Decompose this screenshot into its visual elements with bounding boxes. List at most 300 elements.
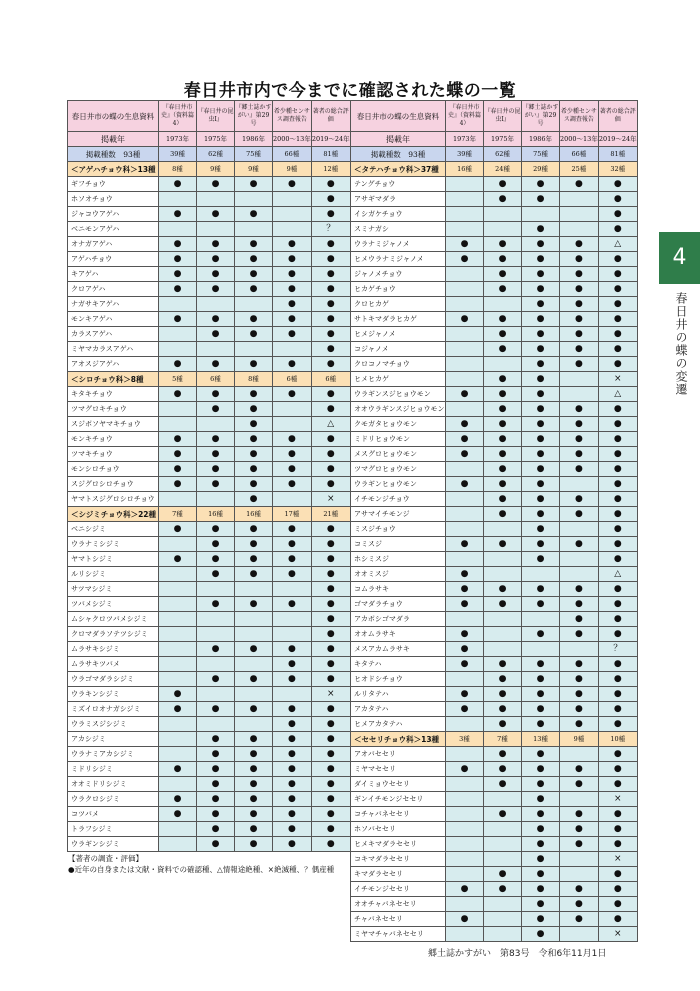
- record-cell: ●: [522, 507, 560, 522]
- record-cell: ●: [446, 687, 484, 702]
- record-cell: ●: [273, 732, 312, 747]
- species-name: アカシジミ: [68, 732, 159, 747]
- record-cell: ●: [560, 252, 599, 267]
- record-cell: [159, 672, 197, 687]
- record-cell: [484, 222, 522, 237]
- record-cell: ●: [273, 762, 312, 777]
- species-name: ツマグロキチョウ: [68, 402, 159, 417]
- record-cell: [273, 207, 312, 222]
- record-cell: ●: [484, 312, 522, 327]
- species-name: ウラゴマダラシジミ: [68, 672, 159, 687]
- record-cell: ●: [560, 177, 599, 192]
- record-cell: ●: [598, 342, 637, 357]
- record-cell: [235, 627, 273, 642]
- family-count-cell: 6種: [273, 372, 312, 387]
- family-count-cell: 9種: [197, 162, 235, 177]
- record-cell: ●: [311, 702, 350, 717]
- species-name: オナガアゲハ: [68, 237, 159, 252]
- species-row: [68, 702, 351, 717]
- species-row: [351, 492, 638, 507]
- record-cell: [560, 552, 599, 567]
- species-row: [351, 297, 638, 312]
- record-cell: ？: [598, 642, 637, 657]
- record-cell: ●: [484, 597, 522, 612]
- species-row: [351, 282, 638, 297]
- record-cell: ●: [446, 657, 484, 672]
- count-cell: 39種: [159, 147, 197, 162]
- record-cell: ●: [197, 282, 235, 297]
- record-cell: △: [311, 417, 350, 432]
- record-cell: ●: [446, 237, 484, 252]
- family-count-cell: 16種: [197, 507, 235, 522]
- record-cell: ●: [446, 912, 484, 927]
- species-name: ベニシジミ: [68, 522, 159, 537]
- record-cell: ●: [235, 177, 273, 192]
- record-cell: ●: [235, 252, 273, 267]
- page-title: 春日井市内で今までに確認された蝶の一覧: [183, 81, 517, 101]
- record-cell: [273, 417, 312, 432]
- record-cell: ●: [311, 357, 350, 372]
- record-cell: ●: [560, 537, 599, 552]
- record-cell: [484, 567, 522, 582]
- record-cell: ●: [598, 252, 637, 267]
- record-cell: ●: [273, 792, 312, 807]
- record-cell: ●: [235, 267, 273, 282]
- record-cell: [197, 417, 235, 432]
- species-name: ジャノメチョウ: [351, 267, 446, 282]
- record-cell: ●: [311, 657, 350, 672]
- record-cell: [159, 612, 197, 627]
- species-row: [68, 327, 351, 342]
- species-name: ゴマダラチョウ: [351, 597, 446, 612]
- species-name: ホソバセセリ: [351, 822, 446, 837]
- species-row: [351, 207, 638, 222]
- year-cell: 1986年: [235, 132, 273, 147]
- record-cell: ●: [273, 597, 312, 612]
- species-name: オオチャバネセセリ: [351, 897, 446, 912]
- record-cell: ●: [197, 387, 235, 402]
- species-name: キアゲハ: [68, 267, 159, 282]
- record-cell: [273, 192, 312, 207]
- record-cell: ●: [598, 777, 637, 792]
- year-cell: 1986年: [522, 132, 560, 147]
- species-name: ヒメジャノメ: [351, 327, 446, 342]
- record-cell: ●: [235, 432, 273, 447]
- record-cell: ●: [484, 717, 522, 732]
- family-count-cell: 21種: [311, 507, 350, 522]
- family-row: [351, 162, 638, 177]
- record-cell: ●: [560, 672, 599, 687]
- record-cell: ●: [197, 552, 235, 567]
- record-cell: ●: [311, 237, 350, 252]
- species-name: ヒカゲチョウ: [351, 282, 446, 297]
- record-cell: ●: [598, 867, 637, 882]
- record-cell: ●: [446, 642, 484, 657]
- record-cell: ●: [484, 267, 522, 282]
- record-cell: ●: [598, 507, 637, 522]
- species-row: [351, 897, 638, 912]
- record-cell: ●: [159, 552, 197, 567]
- record-cell: [197, 222, 235, 237]
- record-cell: ●: [311, 807, 350, 822]
- species-name: キマダラセセリ: [351, 867, 446, 882]
- species-row: [351, 717, 638, 732]
- record-cell: ●: [560, 882, 599, 897]
- record-cell: ●: [235, 792, 273, 807]
- record-cell: [159, 777, 197, 792]
- record-cell: ●: [273, 252, 312, 267]
- record-cell: [446, 552, 484, 567]
- record-cell: [159, 642, 197, 657]
- family-count-cell: 13種: [522, 732, 560, 747]
- species-name: ウラナミジャノメ: [351, 237, 446, 252]
- record-cell: ●: [235, 807, 273, 822]
- record-cell: [484, 792, 522, 807]
- species-row: [351, 567, 638, 582]
- species-row: [68, 567, 351, 582]
- record-cell: [446, 867, 484, 882]
- record-cell: ●: [235, 492, 273, 507]
- record-cell: ●: [522, 282, 560, 297]
- legend-heading: 【著者の調査・評価】: [68, 854, 143, 863]
- record-cell: △: [598, 567, 637, 582]
- record-cell: ●: [446, 417, 484, 432]
- record-cell: ●: [311, 762, 350, 777]
- record-cell: ●: [197, 402, 235, 417]
- record-cell: ●: [197, 837, 235, 852]
- record-cell: ●: [235, 597, 273, 612]
- record-cell: [484, 207, 522, 222]
- record-cell: ●: [484, 237, 522, 252]
- species-row: [351, 657, 638, 672]
- record-cell: ●: [197, 702, 235, 717]
- family-row: [68, 162, 351, 177]
- record-cell: ●: [560, 807, 599, 822]
- species-row: [351, 807, 638, 822]
- record-cell: ×: [598, 372, 637, 387]
- record-cell: ●: [197, 477, 235, 492]
- species-name: オオミドリシジミ: [68, 777, 159, 792]
- species-name: コジャノメ: [351, 342, 446, 357]
- species-row: [68, 732, 351, 747]
- species-name: ツバメシジミ: [68, 597, 159, 612]
- record-cell: [446, 522, 484, 537]
- record-cell: ●: [197, 522, 235, 537]
- species-name: スジボソヤマキチョウ: [68, 417, 159, 432]
- record-cell: [159, 627, 197, 642]
- record-cell: [159, 837, 197, 852]
- record-cell: [159, 402, 197, 417]
- record-cell: [159, 537, 197, 552]
- species-row: [351, 432, 638, 447]
- record-cell: ●: [197, 207, 235, 222]
- species-name: コチャバネセセリ: [351, 807, 446, 822]
- species-row: [68, 807, 351, 822]
- species-name: ヤマトスジグロシロチョウ: [68, 492, 159, 507]
- record-cell: ●: [273, 567, 312, 582]
- record-cell: [484, 822, 522, 837]
- record-cell: ●: [522, 627, 560, 642]
- family-row: [351, 732, 638, 747]
- record-cell: ●: [311, 327, 350, 342]
- count-label-cell: 掲載種数 93種: [68, 147, 159, 162]
- record-cell: ●: [446, 312, 484, 327]
- count-cell: 81種: [598, 147, 637, 162]
- butterfly-table-left: [67, 100, 351, 852]
- species-row: [68, 297, 351, 312]
- record-cell: [159, 582, 197, 597]
- record-cell: [273, 627, 312, 642]
- record-cell: ●: [522, 297, 560, 312]
- record-cell: [159, 717, 197, 732]
- species-row: [351, 237, 638, 252]
- record-cell: ●: [235, 522, 273, 537]
- family-count-cell: 17種: [273, 507, 312, 522]
- family-count-cell: 8種: [235, 372, 273, 387]
- year-label-cell: 掲載年: [351, 132, 446, 147]
- species-row: [351, 447, 638, 462]
- record-cell: [484, 912, 522, 927]
- record-cell: ●: [522, 657, 560, 672]
- record-cell: [446, 837, 484, 852]
- record-cell: [560, 792, 599, 807]
- record-cell: ●: [197, 567, 235, 582]
- record-cell: ●: [598, 357, 637, 372]
- species-name: オオウラギンスジヒョウモン: [351, 402, 446, 417]
- count-cell: 66種: [560, 147, 599, 162]
- record-cell: ●: [235, 777, 273, 792]
- record-cell: ●: [598, 282, 637, 297]
- species-row: [68, 462, 351, 477]
- record-cell: ●: [560, 612, 599, 627]
- record-cell: ●: [235, 312, 273, 327]
- record-cell: ●: [159, 267, 197, 282]
- record-cell: ●: [522, 462, 560, 477]
- record-cell: ●: [484, 507, 522, 522]
- record-cell: ●: [311, 192, 350, 207]
- record-cell: [235, 612, 273, 627]
- record-cell: ●: [522, 222, 560, 237]
- record-cell: [273, 687, 312, 702]
- record-cell: ●: [311, 672, 350, 687]
- species-row: [351, 792, 638, 807]
- species-name: ルリタテハ: [351, 687, 446, 702]
- species-name: アサギマダラ: [351, 192, 446, 207]
- family-count-cell: 9種: [560, 732, 599, 747]
- header-row-counts: [351, 147, 638, 162]
- chapter-side-label: 春日井の蝶の変遷: [674, 292, 688, 396]
- record-cell: ●: [197, 597, 235, 612]
- record-cell: ●: [598, 822, 637, 837]
- record-cell: ●: [159, 177, 197, 192]
- record-cell: [446, 177, 484, 192]
- butterfly-table-right: [350, 100, 638, 942]
- header-source-cell: 著者の総合評価: [598, 101, 637, 132]
- record-cell: [197, 687, 235, 702]
- species-name: ムラサキシジミ: [68, 642, 159, 657]
- record-cell: [197, 192, 235, 207]
- species-row: [68, 777, 351, 792]
- record-cell: [159, 297, 197, 312]
- species-row: [68, 252, 351, 267]
- record-cell: ●: [273, 642, 312, 657]
- year-cell: 1973年: [446, 132, 484, 147]
- record-cell: ●: [197, 807, 235, 822]
- record-cell: ●: [484, 447, 522, 462]
- record-cell: ●: [197, 537, 235, 552]
- species-row: [351, 672, 638, 687]
- record-cell: ●: [484, 177, 522, 192]
- record-cell: ●: [197, 762, 235, 777]
- record-cell: ●: [446, 387, 484, 402]
- record-cell: ●: [197, 312, 235, 327]
- species-row: [351, 612, 638, 627]
- record-cell: ●: [560, 582, 599, 597]
- species-row: [351, 462, 638, 477]
- family-count-cell: 25種: [560, 162, 599, 177]
- species-name: ウラクロシジミ: [68, 792, 159, 807]
- record-cell: [522, 567, 560, 582]
- record-cell: ●: [598, 837, 637, 852]
- record-cell: ●: [598, 762, 637, 777]
- record-cell: ●: [159, 477, 197, 492]
- record-cell: ●: [273, 462, 312, 477]
- species-name: ホシミスジ: [351, 552, 446, 567]
- family-count-cell: 8種: [159, 162, 197, 177]
- record-cell: ●: [311, 342, 350, 357]
- record-cell: ●: [235, 837, 273, 852]
- species-name: モンキアゲハ: [68, 312, 159, 327]
- record-cell: [560, 567, 599, 582]
- record-cell: ●: [273, 537, 312, 552]
- record-cell: ●: [522, 417, 560, 432]
- species-row: [68, 657, 351, 672]
- record-cell: ●: [446, 537, 484, 552]
- record-cell: ●: [522, 927, 560, 942]
- record-cell: ●: [273, 387, 312, 402]
- record-cell: [446, 927, 484, 942]
- record-cell: ●: [522, 672, 560, 687]
- record-cell: [446, 822, 484, 837]
- family-count-cell: 9種: [235, 162, 273, 177]
- species-row: [351, 927, 638, 942]
- record-cell: [159, 822, 197, 837]
- record-cell: ●: [311, 717, 350, 732]
- species-name: アカタテハ: [351, 702, 446, 717]
- species-name: ナガサキアゲハ: [68, 297, 159, 312]
- record-cell: ●: [311, 597, 350, 612]
- family-name: ＜シジミチョウ科＞22種: [68, 507, 159, 522]
- family-count-cell: 12種: [311, 162, 350, 177]
- family-name: ＜セセリチョウ科＞13種: [351, 732, 446, 747]
- count-cell: 39種: [446, 147, 484, 162]
- species-row: [351, 867, 638, 882]
- species-row: [351, 777, 638, 792]
- record-cell: ●: [560, 507, 599, 522]
- species-row: [351, 747, 638, 762]
- record-cell: [273, 612, 312, 627]
- species-name: ウラナミアカシジミ: [68, 747, 159, 762]
- record-cell: [446, 282, 484, 297]
- record-cell: [446, 672, 484, 687]
- record-cell: ●: [522, 597, 560, 612]
- species-name: イシガケチョウ: [351, 207, 446, 222]
- record-cell: [197, 657, 235, 672]
- record-cell: ●: [197, 252, 235, 267]
- record-cell: ●: [311, 582, 350, 597]
- species-name: スミナガシ: [351, 222, 446, 237]
- record-cell: [159, 732, 197, 747]
- species-row: [68, 312, 351, 327]
- record-cell: ●: [311, 402, 350, 417]
- record-cell: ●: [598, 267, 637, 282]
- record-cell: [560, 477, 599, 492]
- record-cell: △: [598, 237, 637, 252]
- record-cell: ●: [484, 282, 522, 297]
- species-row: [68, 717, 351, 732]
- species-row: [68, 537, 351, 552]
- year-cell: 2000～13年: [273, 132, 312, 147]
- record-cell: [197, 717, 235, 732]
- record-cell: ●: [311, 627, 350, 642]
- species-row: [68, 192, 351, 207]
- record-cell: ●: [522, 522, 560, 537]
- record-cell: ●: [235, 747, 273, 762]
- record-cell: ●: [522, 582, 560, 597]
- record-cell: [197, 582, 235, 597]
- record-cell: ●: [484, 807, 522, 822]
- record-cell: ●: [560, 282, 599, 297]
- species-name: サトキマダラヒカゲ: [351, 312, 446, 327]
- record-cell: [446, 342, 484, 357]
- header-name-cell: 春日井市の蝶の生息資料: [68, 101, 159, 132]
- header-row-years: [351, 132, 638, 147]
- species-name: ギンイチモンジセセリ: [351, 792, 446, 807]
- family-count-cell: 6種: [311, 372, 350, 387]
- record-cell: ●: [522, 717, 560, 732]
- header-row-sources: [68, 101, 351, 132]
- record-cell: ●: [235, 567, 273, 582]
- record-cell: ●: [311, 552, 350, 567]
- record-cell: ●: [273, 522, 312, 537]
- species-name: カラスアゲハ: [68, 327, 159, 342]
- species-row: [351, 627, 638, 642]
- record-cell: ●: [522, 747, 560, 762]
- record-cell: ●: [311, 462, 350, 477]
- record-cell: [484, 522, 522, 537]
- record-cell: ●: [235, 387, 273, 402]
- record-cell: [446, 462, 484, 477]
- species-row: [351, 192, 638, 207]
- species-name: スジグロシロチョウ: [68, 477, 159, 492]
- record-cell: ●: [235, 207, 273, 222]
- legend-notes: [68, 853, 353, 875]
- record-cell: ●: [311, 537, 350, 552]
- record-cell: [235, 582, 273, 597]
- record-cell: ●: [484, 402, 522, 417]
- record-cell: ●: [311, 612, 350, 627]
- record-cell: ●: [197, 432, 235, 447]
- record-cell: ●: [560, 402, 599, 417]
- record-cell: ●: [560, 627, 599, 642]
- species-row: [351, 837, 638, 852]
- record-cell: ●: [598, 582, 637, 597]
- species-row: [68, 822, 351, 837]
- species-row: [68, 387, 351, 402]
- header-source-cell: 『春日井市史』（資料篇4）: [446, 101, 484, 132]
- count-label-cell: 掲載種数 93種: [351, 147, 446, 162]
- record-cell: ●: [598, 717, 637, 732]
